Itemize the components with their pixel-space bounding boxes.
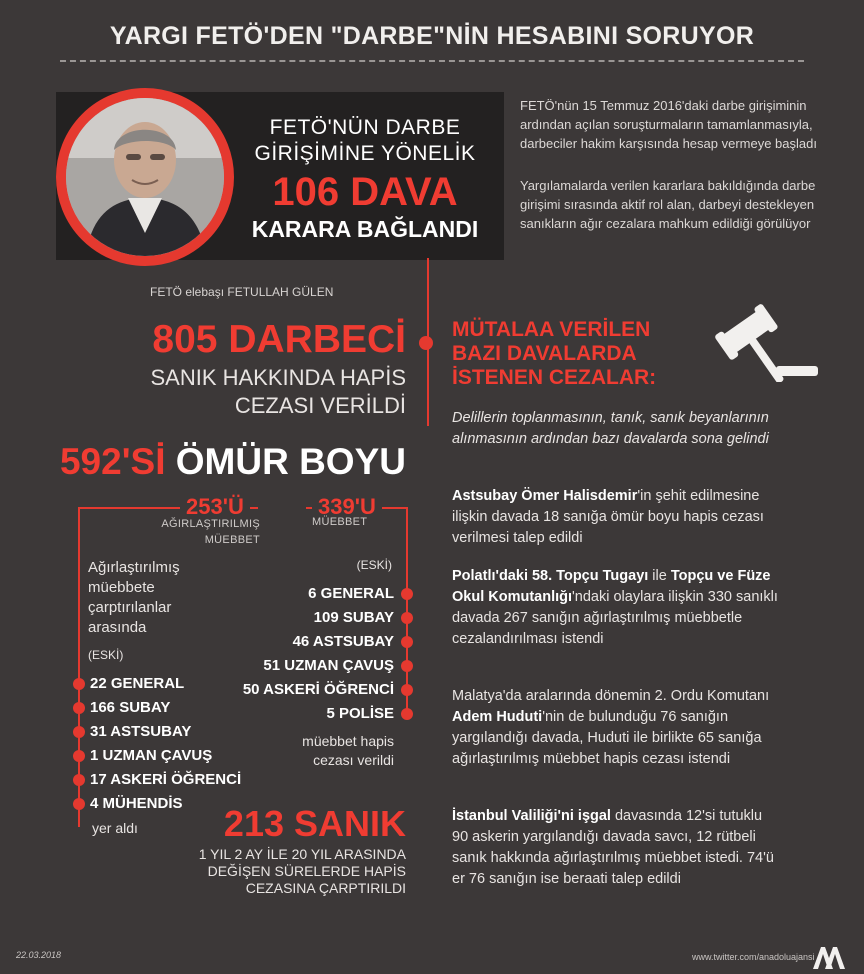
- stat-253-caption: AĞIRLAŞTIRILMIŞ MÜEBBET: [161, 518, 260, 546]
- left-list-item: 1 UZMAN ÇAVUŞ: [90, 747, 213, 764]
- mutalaa-heading-3: İSTENEN CEZALAR:: [452, 366, 657, 389]
- left-list-dot: [73, 702, 85, 714]
- left-list-dot: [73, 750, 85, 762]
- case-1-text: 'in şehit edilmesine ilişkin davada 18 sanığa ömür boyu hapis cezası verilmesi talep edildi: [452, 488, 764, 546]
- right-list-item: 51 UZMAN ÇAVUŞ: [263, 657, 394, 674]
- aa-logo-icon: [812, 944, 846, 970]
- right-list-item: 5 POLİSE: [326, 705, 394, 722]
- left-list-dot: [73, 678, 85, 690]
- connector-dot: [419, 336, 433, 350]
- hero-line-2: GİRİŞİMİNE YÖNELİK: [254, 142, 476, 165]
- left-list-item: 22 GENERAL: [90, 675, 185, 692]
- left-outro: yer aldı: [92, 820, 138, 836]
- case-4-bold: İstanbul Valiliği'ni işgal: [452, 808, 611, 824]
- case-2-mid: ile: [648, 568, 671, 584]
- footer-twitter[interactable]: www.twitter.com/anadoluajansi: [692, 952, 815, 962]
- footer-date: 22.03.2018: [16, 950, 62, 960]
- right-list-dot: [401, 660, 413, 672]
- left-list-item: 17 ASKERİ ÖĞRENCİ: [90, 771, 242, 788]
- hero-line-4: KARARA BAĞLANDI: [251, 216, 479, 242]
- case-2-bold-2: Topçu ve Füze Okul Komutanlığı: [452, 568, 771, 605]
- right-list-dot: [401, 612, 413, 624]
- case-4: [452, 806, 782, 890]
- case-3-text: 'nin de bulunduğu 76 sanığın yargılandığı davada, Huduti ile birlikte 65 sanığa ağırlaştırılmış müebbet hapis cezası istendi: [452, 709, 762, 767]
- right-outro: müebbet hapis cezası verildi: [302, 733, 394, 768]
- hero-text: [232, 115, 498, 243]
- right-list-dot: [401, 708, 413, 720]
- stat-339-caption: MÜEBBET: [312, 516, 368, 528]
- stat-253: 253'Ü: [180, 494, 250, 520]
- hero-line-1: FETÖ'NÜN DARBE: [269, 116, 461, 139]
- right-list-dot: [401, 588, 413, 600]
- left-list-item: 31 ASTSUBAY: [90, 723, 192, 740]
- page-title: YARGI FETÖ'DEN "DARBE"NİN HESABINI SORUYOR: [109, 22, 755, 50]
- right-list-item: 50 ASKERİ ÖĞRENCİ: [242, 681, 394, 698]
- mutalaa-heading-1: MÜTALAA VERİLEN: [452, 318, 651, 341]
- right-list-item: 46 ASTSUBAY: [292, 633, 394, 650]
- left-eski-note: (ESKİ): [88, 648, 124, 662]
- stat-805-caption: [40, 364, 406, 420]
- stat-592: [40, 441, 406, 483]
- gavel-icon: [712, 292, 822, 382]
- stat-592-label: ÖMÜR BOYU: [175, 441, 406, 482]
- mutalaa-note: Delillerin toplanmasının, tanık, sanık beyanlarının alınmasının ardından bazı davalarda sona gelindi: [452, 410, 769, 447]
- portrait-icon: [66, 98, 224, 256]
- case-3: [452, 686, 782, 770]
- left-list-item: 166 SUBAY: [90, 699, 171, 716]
- photo-caption: FETÖ elebaşı FETULLAH GÜLEN: [150, 285, 334, 299]
- case-2-bold-1: Polatlı'daki 58. Topçu Tugayı: [452, 568, 649, 584]
- stat-805-caption-1: SANIK HAKKINDA HAPİS: [150, 365, 406, 390]
- case-2: [452, 566, 782, 650]
- case-4-text: davasında 12'si tutuklu 90 askerin yargılandığı davada savcı, 12 rütbeli sanık hakkında ağırlaştırılmış müebbet istedi. 74'ü er 76 sanığın ise beraati talep edildi: [452, 808, 774, 887]
- mutalaa-heading: [452, 318, 702, 390]
- left-list-item: 4 MÜHENDİS: [90, 795, 183, 812]
- case-2-text: 'ndaki olaylara ilişkin 330 sanıklı davada 267 sanığın ağırlaştırılmış müebbetle cezalandırılması istendi: [452, 589, 778, 647]
- stat-213: 213 SANIK: [223, 803, 406, 844]
- stat-213-caption: 1 YIL 2 AY İLE 20 YIL ARASINDA DEĞİŞEN SÜRELERDE HAPİS CEZASINA ÇARPTIRILDI: [198, 846, 406, 896]
- stat-805: 805 DARBECİ: [152, 318, 406, 361]
- left-intro: Ağırlaştırılmış müebbete çarptırılanlar arasında: [88, 559, 180, 636]
- intro-paragraph-1: FETÖ'nün 15 Temmuz 2016'daki darbe girişiminin ardından açılan soruşturmaların tamamlanmasıyla, darbeciler hakim karşısında hesap vermeye başladı: [520, 98, 817, 151]
- right-list-item: 6 GENERAL: [308, 585, 394, 602]
- title-divider: [60, 60, 804, 62]
- left-list-dot: [73, 774, 85, 786]
- case-1: [452, 486, 782, 549]
- stat-339: 339'U: [312, 494, 382, 520]
- case-3-bold: Adem Huduti: [452, 709, 543, 725]
- mutalaa-heading-2: BAZI DAVALARDA: [452, 342, 637, 365]
- left-list-dot: [73, 726, 85, 738]
- intro-paragraph-2: Yargılamalarda verilen kararlara bakıldığında darbe girişimi sırasında aktif rol alan, darbeyi destekleyen sanıkların ağır cezalara mahkum edildiği görülüyor: [520, 178, 816, 231]
- right-list-dot: [401, 684, 413, 696]
- left-list-dot: [73, 798, 85, 810]
- right-eski-note: (ESKİ): [356, 558, 392, 572]
- case-3-pre: Malatya'da aralarında dönemin 2. Ordu Komutanı: [452, 688, 770, 704]
- hero-number: 106 DAVA: [272, 170, 458, 214]
- right-list-item: 109 SUBAY: [313, 609, 394, 626]
- case-1-bold: Astsubay Ömer Halisdemir: [452, 488, 638, 504]
- portrait-photo: [56, 88, 234, 266]
- stat-805-caption-2: CEZASI VERİLDİ: [234, 393, 406, 418]
- stat-592-number: 592'Sİ: [59, 441, 166, 482]
- right-list-dot: [401, 636, 413, 648]
